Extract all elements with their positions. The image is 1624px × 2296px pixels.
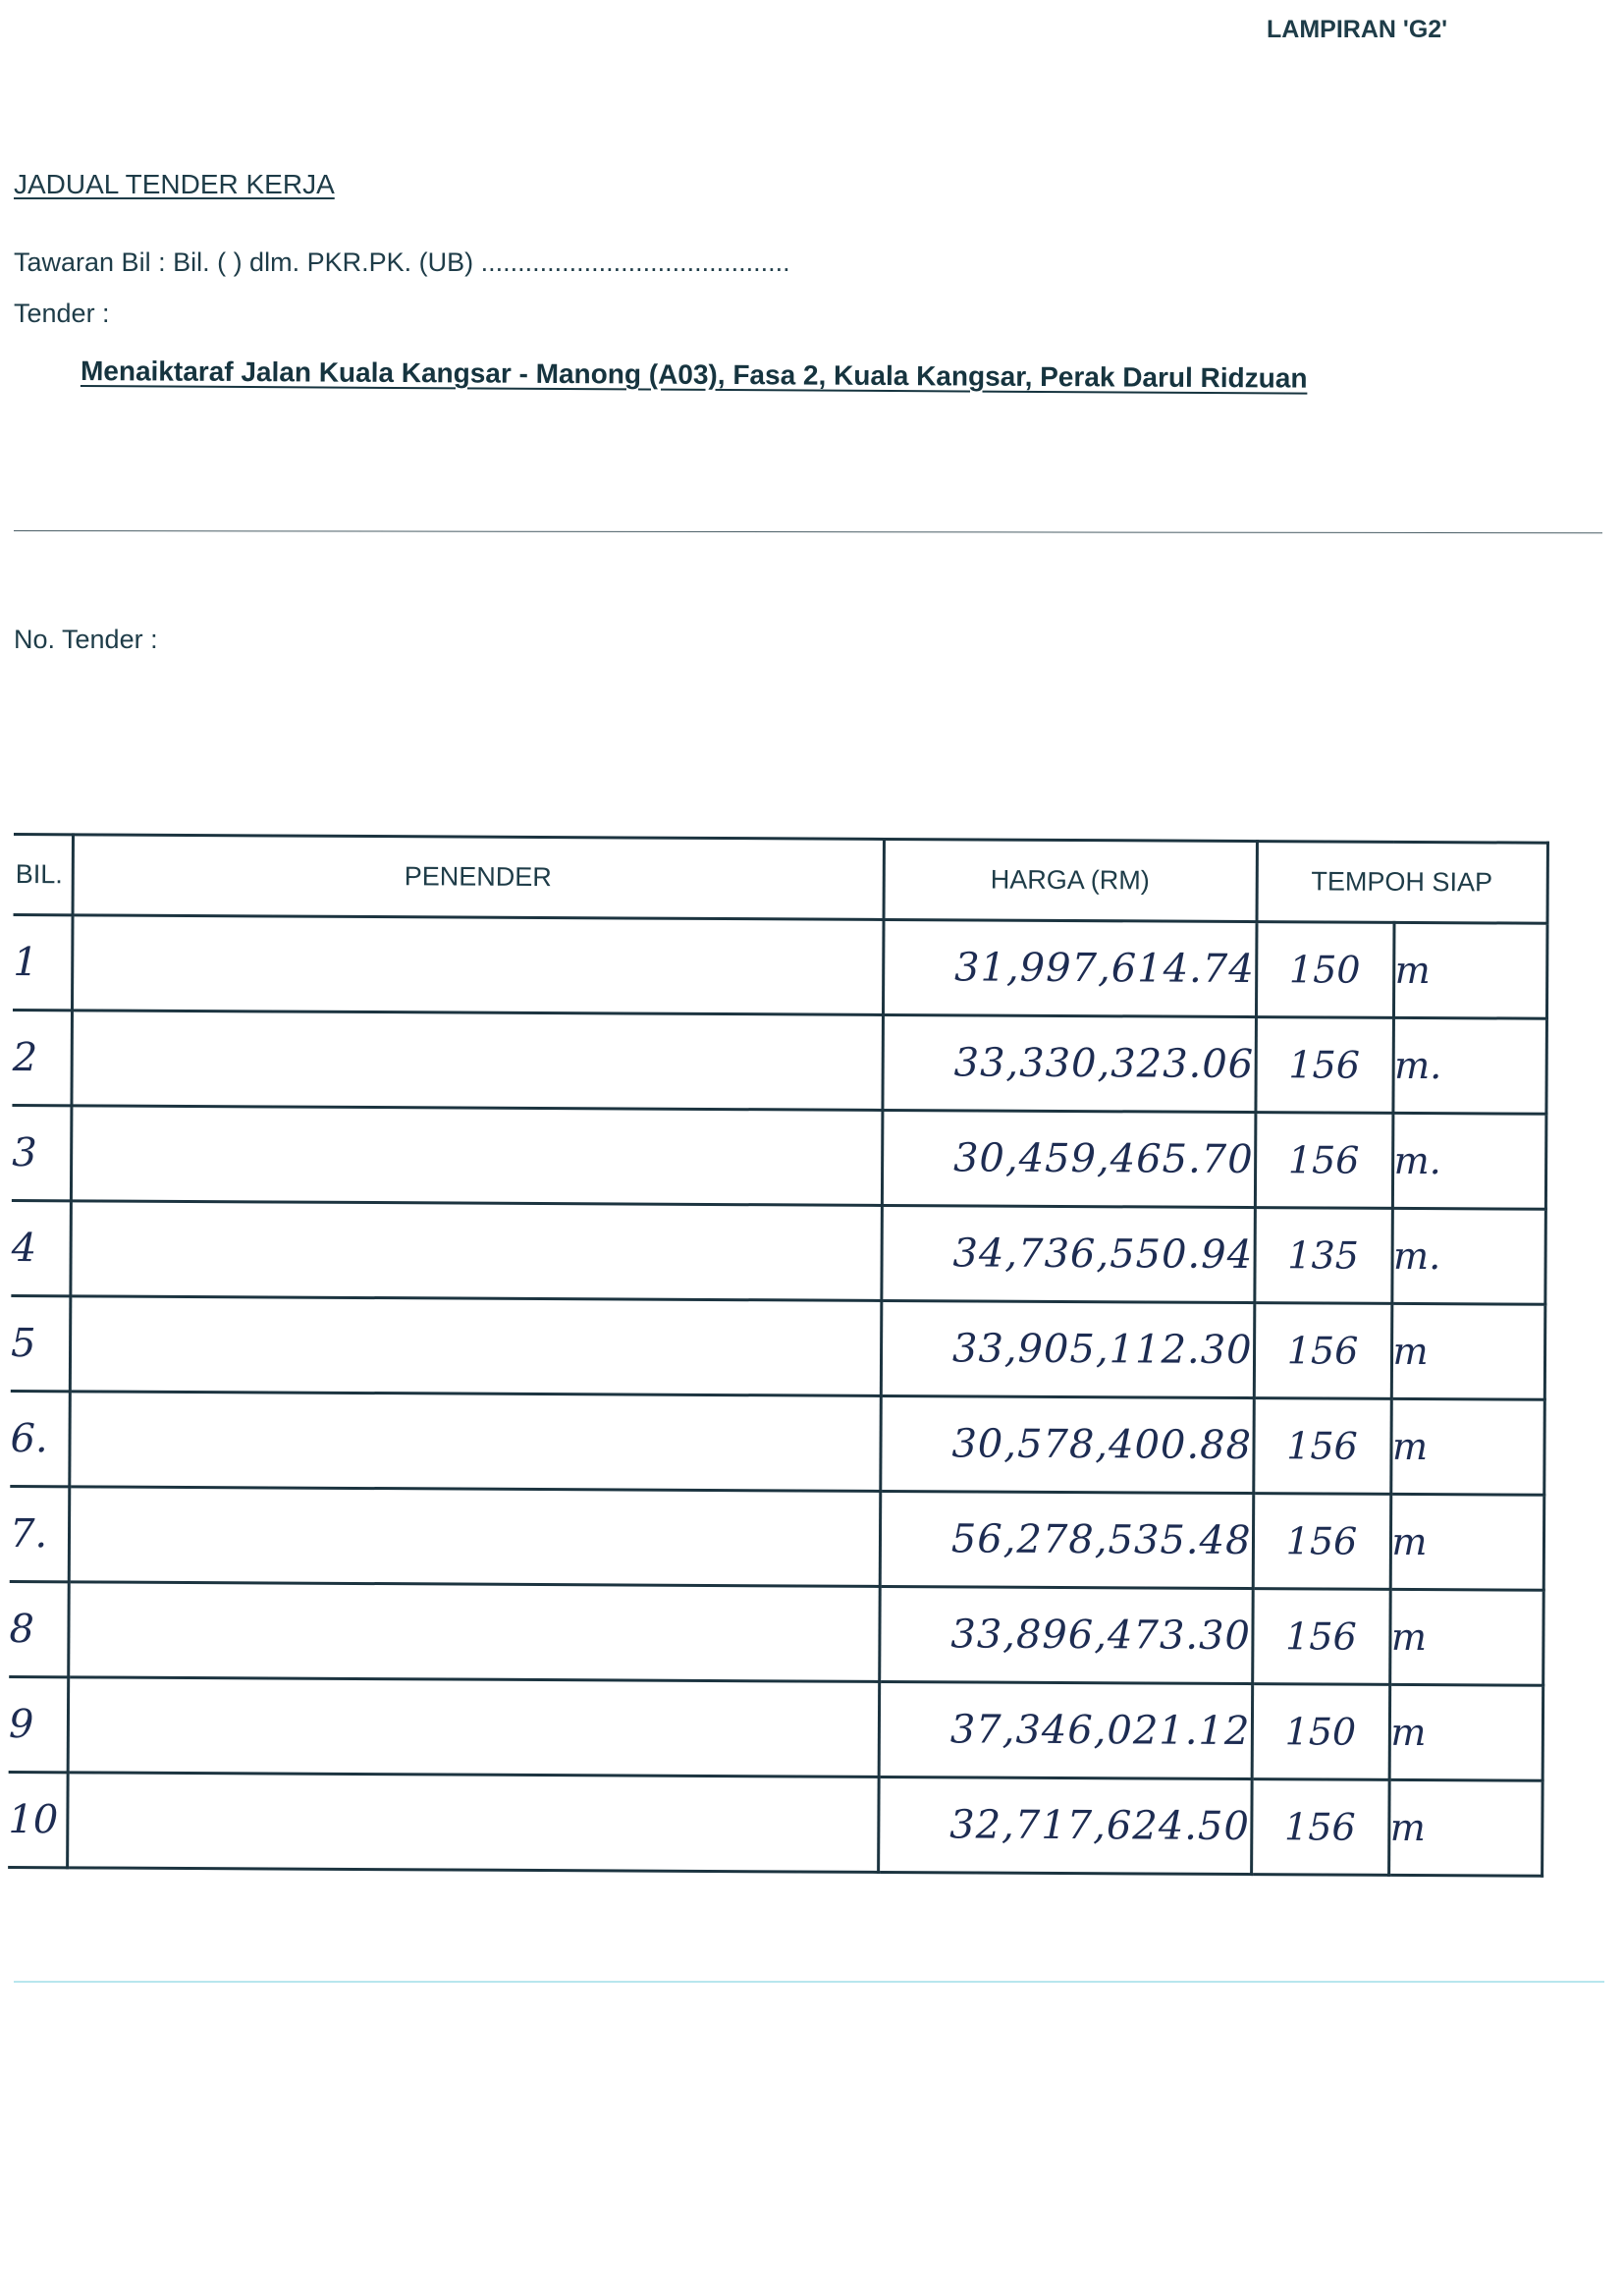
table-row bbox=[11, 1295, 1545, 1399]
penender-cell bbox=[71, 1011, 883, 1111]
row-number: 1 bbox=[13, 914, 73, 1010]
tempoh-cell: 156 bbox=[1253, 1398, 1391, 1495]
tempoh-cell: 156 bbox=[1255, 1113, 1393, 1209]
tawaran-line: Tawaran Bil : Bil. ( ) dlm. PKR.PK. (UB) .......................................... bbox=[14, 247, 790, 277]
harga-cell: 31,997,614.74 bbox=[883, 919, 1257, 1016]
tempoh-unit-cell: m. bbox=[1391, 1208, 1545, 1304]
header-penender: PENENDER bbox=[73, 835, 884, 920]
row-number: 7. bbox=[10, 1486, 70, 1581]
tempoh-cell: 156 bbox=[1254, 1303, 1392, 1399]
penender-cell bbox=[67, 1773, 879, 1873]
tempoh-unit-cell: m. bbox=[1392, 1113, 1546, 1209]
tempoh-cell: 150 bbox=[1252, 1684, 1390, 1780]
table-row bbox=[9, 1581, 1543, 1685]
table-row bbox=[13, 914, 1547, 1018]
tempoh-unit-cell: m. bbox=[1392, 1017, 1546, 1114]
header-tempoh: TEMPOH SIAP bbox=[1257, 842, 1547, 924]
tempoh-cell: 150 bbox=[1256, 922, 1394, 1018]
penender-cell bbox=[69, 1392, 881, 1492]
header-bil: BIL. bbox=[14, 835, 73, 915]
penender-cell bbox=[70, 1201, 882, 1301]
table-row bbox=[11, 1200, 1545, 1304]
row-number: 2 bbox=[12, 1010, 72, 1105]
row-number: 10 bbox=[8, 1772, 68, 1867]
penender-cell bbox=[70, 1296, 882, 1396]
harga-cell: 33,905,112.30 bbox=[881, 1300, 1255, 1397]
penender-cell bbox=[68, 1677, 880, 1777]
document-heading: JADUAL TENDER KERJA bbox=[14, 169, 335, 199]
no-tender-label: No. Tender : bbox=[14, 625, 158, 654]
harga-cell: 30,578,400.88 bbox=[880, 1395, 1254, 1493]
row-number: 6. bbox=[10, 1391, 70, 1486]
tender-table bbox=[8, 833, 1548, 1878]
tempoh-cell: 156 bbox=[1251, 1779, 1389, 1876]
harga-cell: 56,278,535.48 bbox=[880, 1491, 1254, 1588]
separator-line bbox=[14, 530, 1602, 533]
harga-cell: 30,459,465.70 bbox=[882, 1110, 1256, 1207]
table-row bbox=[9, 1676, 1543, 1780]
tempoh-unit-cell: m bbox=[1390, 1494, 1544, 1590]
harga-cell: 32,717,624.50 bbox=[878, 1777, 1252, 1874]
row-number: 9 bbox=[9, 1676, 69, 1772]
table-row bbox=[8, 1772, 1543, 1876]
lampiran-label: LAMPIRAN 'G2' bbox=[1267, 16, 1448, 43]
tempoh-unit-cell: m bbox=[1389, 1684, 1543, 1780]
table-row bbox=[12, 1105, 1546, 1209]
penender-cell bbox=[69, 1487, 881, 1587]
header-harga: HARGA (RM) bbox=[884, 839, 1257, 921]
tempoh-unit-cell: m bbox=[1391, 1303, 1545, 1399]
tempoh-cell: 135 bbox=[1254, 1208, 1392, 1304]
harga-cell: 33,896,473.30 bbox=[879, 1586, 1253, 1683]
harga-cell: 37,346,021.12 bbox=[879, 1681, 1253, 1778]
tempoh-cell: 156 bbox=[1253, 1494, 1391, 1590]
tempoh-unit-cell: m bbox=[1389, 1589, 1543, 1685]
row-number: 8 bbox=[9, 1581, 69, 1676]
project-title: Menaiktaraf Jalan Kuala Kangsar - Manong (A03), Fasa 2, Kuala Kangsar, Perak Darul Ridzuan bbox=[80, 355, 1308, 394]
tempoh-unit-cell: m bbox=[1388, 1779, 1543, 1876]
table-header-row bbox=[14, 835, 1547, 924]
penender-cell bbox=[71, 1106, 883, 1206]
row-number: 4 bbox=[11, 1200, 71, 1295]
table-row bbox=[10, 1391, 1544, 1495]
penender-cell bbox=[68, 1582, 880, 1682]
table-row bbox=[10, 1486, 1544, 1590]
penender-cell bbox=[72, 915, 884, 1015]
table-row bbox=[12, 1010, 1546, 1114]
harga-cell: 34,736,550.94 bbox=[881, 1205, 1255, 1302]
tempoh-unit-cell: m bbox=[1393, 922, 1547, 1018]
tempoh-unit-cell: m bbox=[1390, 1398, 1544, 1495]
harga-cell: 33,330,323.06 bbox=[882, 1014, 1256, 1112]
tender-label: Tender : bbox=[14, 299, 110, 328]
bottom-line bbox=[14, 1981, 1604, 1983]
row-number: 5 bbox=[11, 1295, 71, 1391]
tempoh-cell: 156 bbox=[1252, 1589, 1390, 1685]
row-number: 3 bbox=[12, 1105, 72, 1200]
tempoh-cell: 156 bbox=[1255, 1017, 1393, 1114]
